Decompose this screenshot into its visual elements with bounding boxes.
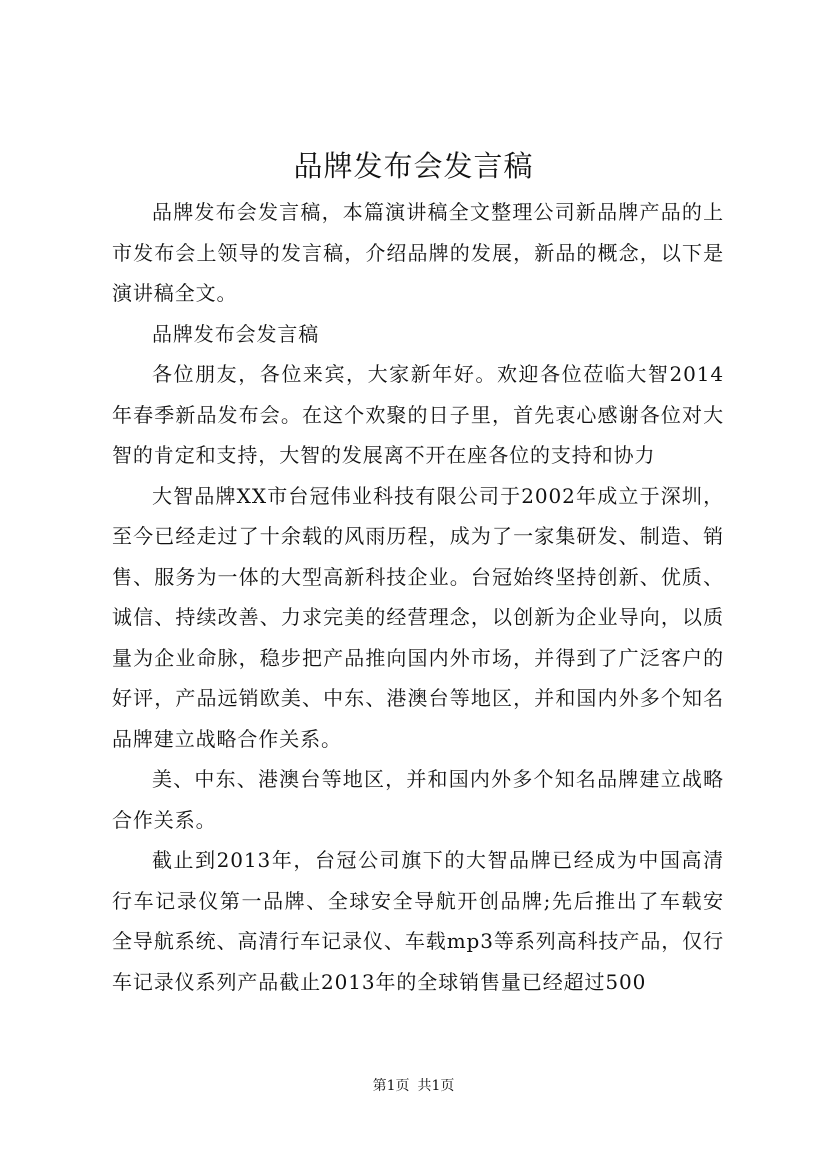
page-number: 第1页 (372, 1078, 410, 1094)
paragraph-achievements: 截止到2013年，台冠公司旗下的大智品牌已经成为中国高清行车记录仪第一品牌、全球安全导航开创品牌;先后推出了车载安全导航系统、高清行车记录仪、车载mp3等系列高科技产品，仅行车记录仪系列产品截止2013年的全球销售量已经超过500 (112, 848, 724, 994)
paragraph-intro: 品牌发布会发言稿，本篇演讲稿全文整理公司新品牌产品的上市发布会上领导的发言稿，介绍品牌的发展，新品的概念，以下是演讲稿全文。 (112, 200, 724, 305)
document-title: 品牌发布会发言稿 (293, 149, 534, 183)
page-total: 共1页 (417, 1078, 455, 1094)
page-footer (0, 1076, 827, 1096)
paragraph-company-intro: 大智品牌XX市台冠伟业科技有限公司于2002年成立于深圳，至今已经走过了十余载的风雨历程，成为了一家集研发、制造、销售、服务为一体的大型高新科技企业。台冠始终坚持创新、优质、诚信、持续改善、力求完美的经营理念，以创新为企业导向，以质量为企业命脉，稳步把产品推向国内外市场，并得到了广泛客户的好评，产品远销欧美、中东、港澳台等地区，并和国内外多个知名品牌建立战略合作关系。 (112, 483, 724, 751)
paragraph-repeated-fragment: 美、中东、港澳台等地区，并和国内外多个知名品牌建立战略合作关系。 (112, 767, 724, 832)
paragraph-greeting: 各位朋友，各位来宾，大家新年好。欢迎各位莅临大智2014年春季新品发布会。在这个欢聚的日子里，首先衷心感谢各位对大智的肯定和支持，大智的发展离不开在座各位的支持和协力 (112, 362, 724, 467)
document-body (112, 192, 724, 1002)
paragraph-subtitle: 品牌发布会发言稿 (152, 321, 320, 346)
